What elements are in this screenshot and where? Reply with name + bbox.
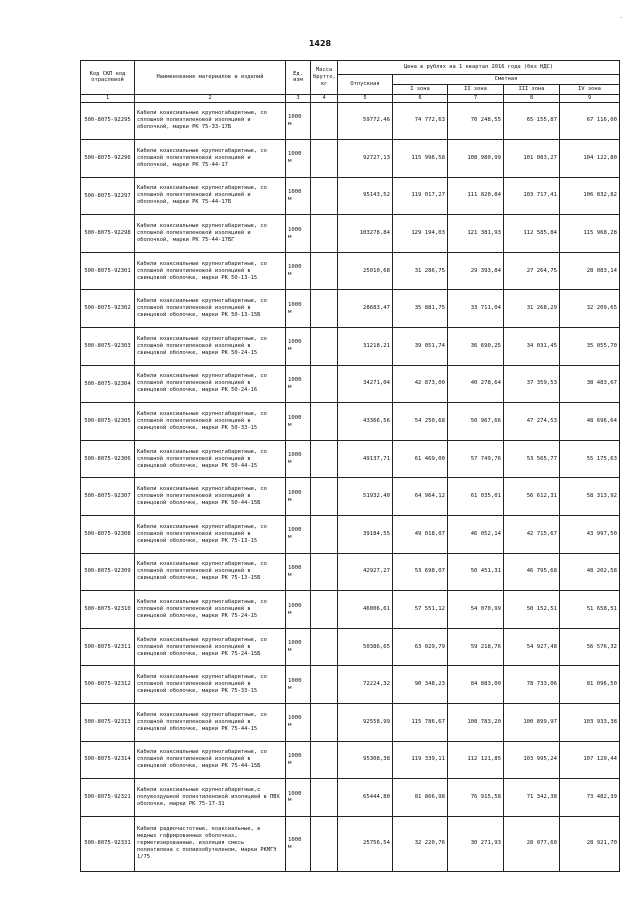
otpusk-price-cell: 39184,55 — [338, 516, 393, 554]
column-number: 9 — [560, 94, 620, 102]
table-row — [81, 628, 620, 666]
zone2-price-cell: 59 218,76 — [448, 628, 504, 666]
zone2-price-cell: 121 381,93 — [448, 215, 504, 253]
header-price-group: Цена в рублях на 1 квартал 2016 года (без НДС) — [338, 61, 620, 75]
header-zone1: I зона — [393, 84, 448, 94]
otpusk-price-cell: 28683,47 — [338, 290, 393, 328]
zone2-price-cell: 70 248,55 — [448, 102, 504, 140]
name-cell: Кабели коаксиальные крупногабаритные, со сплошной полиэтиленовой изоляцией в свинцовой оболочке, марки РК 75-13-15 — [135, 516, 286, 554]
unit-cell: 1000 м — [286, 440, 311, 478]
otpusk-price-cell: 92558,99 — [338, 704, 393, 742]
column-number: 4 — [311, 94, 338, 102]
otpusk-price-cell: 51932,40 — [338, 478, 393, 516]
header-zone3: III зона — [504, 84, 560, 94]
zone3-price-cell: 37 359,53 — [504, 365, 560, 403]
zone1-price-cell: 31 286,75 — [393, 252, 448, 290]
zone1-price-cell: 49 018,07 — [393, 516, 448, 554]
zone3-price-cell: 112 585,84 — [504, 215, 560, 253]
name-cell: Кабели коаксиальные крупногабаритные, со сплошной полиэтиленовой изоляцией и оболочкой, марки РК 75-33-17Б — [135, 102, 286, 140]
table-row — [81, 403, 620, 441]
mass-cell — [311, 403, 338, 441]
otpusk-price-cell: 103278,84 — [338, 215, 393, 253]
zone1-price-cell: 115 996,58 — [393, 140, 448, 178]
code-cell: 500-8075-92331 — [81, 816, 135, 871]
name-cell: Кабели коаксиальные крупногабаритные, со сплошной полиэтиленовой изоляцией в свинцовой оболочке, марки РК 50-24-16 — [135, 365, 286, 403]
table-row — [81, 140, 620, 178]
zone1-price-cell: 39 051,74 — [393, 328, 448, 366]
otpusk-price-cell: 31218,21 — [338, 328, 393, 366]
zone2-price-cell: 76 915,58 — [448, 779, 504, 817]
code-cell: 500-8075-92321 — [81, 779, 135, 817]
corner-mark: · — [620, 14, 623, 22]
zone3-price-cell: 46 795,68 — [504, 553, 560, 591]
name-cell: Кабели коаксиальные крупногабаритные, со сплошной полиэтиленовой изоляцией в свинцовой оболочке, марки РК 75-44-15Б — [135, 741, 286, 779]
table-row — [81, 741, 620, 779]
zone2-price-cell: 108 980,99 — [448, 140, 504, 178]
otpusk-price-cell: 92727,13 — [338, 140, 393, 178]
zone2-price-cell: 40 278,64 — [448, 365, 504, 403]
otpusk-price-cell: 95143,52 — [338, 177, 393, 215]
code-cell: 500-8075-92303 — [81, 328, 135, 366]
name-cell: Кабели радиочастотные, коаксиальные, в медных гофрированных оболочках, герметизированные, изоляция смесь полиэтилена с полиизобутеленом, марки РКМГЭ 1/75 — [135, 816, 286, 871]
zone4-price-cell: 35 055,70 — [560, 328, 620, 366]
table-row — [81, 215, 620, 253]
zone3-price-cell: 56 612,31 — [504, 478, 560, 516]
otpusk-price-cell: 59772,46 — [338, 102, 393, 140]
zone4-price-cell: 55 175,63 — [560, 440, 620, 478]
column-number: 8 — [504, 94, 560, 102]
zone2-price-cell: 108 783,20 — [448, 704, 504, 742]
mass-cell — [311, 591, 338, 629]
zone1-price-cell: 115 786,67 — [393, 704, 448, 742]
name-cell: Кабели коаксиальные крупногабаритные, со сплошной полиэтиленовой изоляцией и оболочкой, марки РК 75-44-17БГ — [135, 215, 286, 253]
zone2-price-cell: 33 711,04 — [448, 290, 504, 328]
zone3-price-cell: 53 565,77 — [504, 440, 560, 478]
mass-cell — [311, 365, 338, 403]
name-cell: Кабели коаксиальные крупногабаритные, со сплошной полиэтиленовой изоляцией в свинцовой оболочке, марки РК 50-44-15 — [135, 440, 286, 478]
table-row — [81, 704, 620, 742]
zone4-price-cell: 104 122,80 — [560, 140, 620, 178]
zone1-price-cell: 53 698,07 — [393, 553, 448, 591]
header-unit: Ед. изм — [286, 61, 311, 95]
otpusk-price-cell: 65444,80 — [338, 779, 393, 817]
mass-cell — [311, 290, 338, 328]
code-cell: 500-8075-92306 — [81, 440, 135, 478]
unit-cell: 1000 м — [286, 215, 311, 253]
mass-cell — [311, 741, 338, 779]
price-table — [80, 60, 620, 872]
mass-cell — [311, 553, 338, 591]
zone4-price-cell: 73 482,39 — [560, 779, 620, 817]
zone4-price-cell: 48 696,64 — [560, 403, 620, 441]
unit-cell: 1000 м — [286, 741, 311, 779]
code-cell: 500-8075-92312 — [81, 666, 135, 704]
column-number: 5 — [338, 94, 393, 102]
unit-cell: 1000 м — [286, 779, 311, 817]
column-number: 7 — [448, 94, 504, 102]
name-cell: Кабели коаксиальные крупногабаритные, со сплошной полиэтиленовой изоляцией в свинцовой оболочке, марки РК 75-24-15 — [135, 591, 286, 629]
zone2-price-cell: 30 271,93 — [448, 816, 504, 871]
header-mass: Масса брутто, кг — [311, 61, 338, 95]
zone4-price-cell: 103 933,38 — [560, 704, 620, 742]
name-cell: Кабели коаксиальные крупногабаритные, со сплошной полиэтиленовой изоляцией в свинцовой оболочке, марки РК 50-33-15 — [135, 403, 286, 441]
zone1-price-cell: 74 772,63 — [393, 102, 448, 140]
name-cell: Кабели коаксиальные крупногабаритные, со сплошной полиэтиленовой изоляцией в свинцовой оболочке, марки РК 75-13-15Б — [135, 553, 286, 591]
code-cell: 500-8075-92302 — [81, 290, 135, 328]
code-cell: 500-8075-92311 — [81, 628, 135, 666]
column-number: 6 — [393, 94, 448, 102]
code-cell: 500-8075-92305 — [81, 403, 135, 441]
zone3-price-cell: 78 733,06 — [504, 666, 560, 704]
header-otpusk: Отпускная — [338, 75, 393, 95]
table-row — [81, 666, 620, 704]
table-row — [81, 290, 620, 328]
table-row — [81, 252, 620, 290]
zone4-price-cell: 107 120,44 — [560, 741, 620, 779]
zone3-price-cell: 31 268,29 — [504, 290, 560, 328]
zone2-price-cell: 57 749,76 — [448, 440, 504, 478]
mass-cell — [311, 666, 338, 704]
name-cell: Кабели коаксиальные крупногабаритные, со сплошной полиэтиленовой изоляцией в свинцовой оболочке, марки РК 75-44-15 — [135, 704, 286, 742]
zone1-price-cell: 119 017,27 — [393, 177, 448, 215]
zone4-price-cell: 115 968,28 — [560, 215, 620, 253]
otpusk-price-cell: 34271,04 — [338, 365, 393, 403]
code-cell: 500-8075-92314 — [81, 741, 135, 779]
zone3-price-cell: 103 995,24 — [504, 741, 560, 779]
name-cell: Кабели коаксиальные крупногабаритные, со сплошной полиэтиленовой изоляцией в свинцовой оболочке, марки РК 75-24-15Б — [135, 628, 286, 666]
zone1-price-cell: 61 469,00 — [393, 440, 448, 478]
zone3-price-cell: 34 031,45 — [504, 328, 560, 366]
zone3-price-cell: 103 717,41 — [504, 177, 560, 215]
unit-cell: 1000 м — [286, 628, 311, 666]
table-row — [81, 591, 620, 629]
zone2-price-cell: 36 690,25 — [448, 328, 504, 366]
table-row — [81, 779, 620, 817]
name-cell: Кабели коаксиальные крупногабаритные, со сплошной полиэтиленовой изоляцией и оболочкой, марки РК 75-44-17 — [135, 140, 286, 178]
code-cell: 500-8075-92313 — [81, 704, 135, 742]
zone1-price-cell: 35 881,75 — [393, 290, 448, 328]
table-row — [81, 177, 620, 215]
table-row — [81, 440, 620, 478]
table-row — [81, 328, 620, 366]
unit-cell: 1000 м — [286, 177, 311, 215]
zone1-price-cell: 129 194,03 — [393, 215, 448, 253]
code-cell: 500-8075-92297 — [81, 177, 135, 215]
zone2-price-cell: 61 035,01 — [448, 478, 504, 516]
unit-cell: 1000 м — [286, 816, 311, 871]
unit-cell: 1000 м — [286, 591, 311, 629]
column-number-row — [81, 94, 620, 102]
header-code: Код СКП код отраслевой — [81, 61, 135, 95]
code-cell: 500-8075-92296 — [81, 140, 135, 178]
otpusk-price-cell: 50386,65 — [338, 628, 393, 666]
mass-cell — [311, 704, 338, 742]
zone1-price-cell: 32 220,76 — [393, 816, 448, 871]
unit-cell: 1000 м — [286, 478, 311, 516]
mass-cell — [311, 328, 338, 366]
mass-cell — [311, 478, 338, 516]
table-row — [81, 553, 620, 591]
unit-cell: 1000 м — [286, 290, 311, 328]
header-zone2: II зона — [448, 84, 504, 94]
zone1-price-cell: 81 866,98 — [393, 779, 448, 817]
zone3-price-cell: 42 715,67 — [504, 516, 560, 554]
zone4-price-cell: 106 832,82 — [560, 177, 620, 215]
zone2-price-cell: 50 967,66 — [448, 403, 504, 441]
zone4-price-cell: 56 576,32 — [560, 628, 620, 666]
zone3-price-cell: 27 264,75 — [504, 252, 560, 290]
mass-cell — [311, 177, 338, 215]
code-cell: 500-8075-92310 — [81, 591, 135, 629]
code-cell: 500-8075-92304 — [81, 365, 135, 403]
zone4-price-cell: 67 116,00 — [560, 102, 620, 140]
code-cell: 500-8075-92298 — [81, 215, 135, 253]
header-name: Наименование материалов и изделий — [135, 61, 286, 95]
zone2-price-cell: 50 451,31 — [448, 553, 504, 591]
zone1-price-cell: 90 348,23 — [393, 666, 448, 704]
mass-cell — [311, 215, 338, 253]
table-row — [81, 365, 620, 403]
unit-cell: 1000 м — [286, 553, 311, 591]
name-cell: Кабели коаксиальные крупногабаритные, со сплошной полиэтиленовой изоляцией в свинцовой оболочке, марки РК 50-24-15 — [135, 328, 286, 366]
mass-cell — [311, 140, 338, 178]
unit-cell: 1000 м — [286, 102, 311, 140]
name-cell: Кабели коаксиальные крупногабаритные, со сплошной полиэтиленовой изоляцией в свинцовой оболочке, марки РК 50-13-15 — [135, 252, 286, 290]
otpusk-price-cell: 49137,71 — [338, 440, 393, 478]
mass-cell — [311, 440, 338, 478]
unit-cell: 1000 м — [286, 252, 311, 290]
column-number: 2 — [135, 94, 286, 102]
table-row — [81, 816, 620, 871]
zone4-price-cell: 51 658,51 — [560, 591, 620, 629]
name-cell: Кабели коаксиальные крупногабаритные, со сплошной полиэтиленовой изоляцией в свинцовой оболочке, марки РК 50-13-15Б — [135, 290, 286, 328]
zone2-price-cell: 54 070,99 — [448, 591, 504, 629]
name-cell: Кабели коаксиальные крупногабаритные, со сплошной полиэтиленовой изоляцией в свинцовой оболочке, марки РК 75-33-15 — [135, 666, 286, 704]
name-cell: Кабели коаксиальные крупногабаритные, со сплошной полиэтиленовой изоляцией и оболочкой, марки РК 75-44-17Б — [135, 177, 286, 215]
otpusk-price-cell: 25010,68 — [338, 252, 393, 290]
zone4-price-cell: 58 313,92 — [560, 478, 620, 516]
zone1-price-cell: 57 551,12 — [393, 591, 448, 629]
zone1-price-cell: 64 964,12 — [393, 478, 448, 516]
name-cell: Кабели коаксиальные крупногабаритные,с полувоздушной полиэтиленовой изоляцией в ПВХ оболочке, марки РК 75-17-31 — [135, 779, 286, 817]
otpusk-price-cell: 42927,27 — [338, 553, 393, 591]
page-number: 1428 — [308, 39, 332, 48]
name-cell: Кабели коаксиальные крупногабаритные, со сплошной полиэтиленовой изоляцией в свинцовой оболочке, марки РК 50-44-15Б — [135, 478, 286, 516]
mass-cell — [311, 779, 338, 817]
otpusk-price-cell: 72224,32 — [338, 666, 393, 704]
zone2-price-cell: 111 820,84 — [448, 177, 504, 215]
unit-cell: 1000 м — [286, 403, 311, 441]
table-row — [81, 478, 620, 516]
zone1-price-cell: 42 873,00 — [393, 365, 448, 403]
unit-cell: 1000 м — [286, 704, 311, 742]
zone1-price-cell: 63 029,79 — [393, 628, 448, 666]
header-zone4: IV зона — [560, 84, 620, 94]
zone4-price-cell: 48 202,58 — [560, 553, 620, 591]
zone2-price-cell: 46 052,14 — [448, 516, 504, 554]
zone4-price-cell: 28 083,14 — [560, 252, 620, 290]
zone3-price-cell: 101 083,27 — [504, 140, 560, 178]
otpusk-price-cell: 95308,38 — [338, 741, 393, 779]
code-cell: 500-8075-92309 — [81, 553, 135, 591]
otpusk-price-cell: 25756,54 — [338, 816, 393, 871]
mass-cell — [311, 102, 338, 140]
zone2-price-cell: 84 883,00 — [448, 666, 504, 704]
table-body — [81, 102, 620, 871]
mass-cell — [311, 252, 338, 290]
unit-cell: 1000 м — [286, 140, 311, 178]
table-row — [81, 516, 620, 554]
unit-cell: 1000 м — [286, 666, 311, 704]
zone4-price-cell: 81 096,50 — [560, 666, 620, 704]
zone3-price-cell: 100 899,97 — [504, 704, 560, 742]
code-cell: 500-8075-92295 — [81, 102, 135, 140]
column-number: 3 — [286, 94, 311, 102]
table-row — [81, 102, 620, 140]
zone2-price-cell: 112 121,85 — [448, 741, 504, 779]
unit-cell: 1000 м — [286, 365, 311, 403]
zone4-price-cell: 43 997,50 — [560, 516, 620, 554]
zone3-price-cell: 65 155,87 — [504, 102, 560, 140]
zone3-price-cell: 28 077,60 — [504, 816, 560, 871]
zone4-price-cell: 28 921,70 — [560, 816, 620, 871]
zone4-price-cell: 32 209,65 — [560, 290, 620, 328]
mass-cell — [311, 628, 338, 666]
mass-cell — [311, 816, 338, 871]
code-cell: 500-8075-92307 — [81, 478, 135, 516]
header-smetnaya: Сметная — [393, 75, 620, 85]
zone1-price-cell: 119 339,11 — [393, 741, 448, 779]
zone3-price-cell: 50 152,51 — [504, 591, 560, 629]
zone3-price-cell: 47 274,53 — [504, 403, 560, 441]
otpusk-price-cell: 43366,56 — [338, 403, 393, 441]
zone2-price-cell: 29 393,84 — [448, 252, 504, 290]
column-number: 1 — [81, 94, 135, 102]
unit-cell: 1000 м — [286, 328, 311, 366]
zone3-price-cell: 54 927,48 — [504, 628, 560, 666]
zone4-price-cell: 38 483,67 — [560, 365, 620, 403]
mass-cell — [311, 516, 338, 554]
otpusk-price-cell: 46006,61 — [338, 591, 393, 629]
code-cell: 500-8075-92301 — [81, 252, 135, 290]
zone1-price-cell: 54 250,68 — [393, 403, 448, 441]
unit-cell: 1000 м — [286, 516, 311, 554]
code-cell: 500-8075-92308 — [81, 516, 135, 554]
zone3-price-cell: 71 342,38 — [504, 779, 560, 817]
